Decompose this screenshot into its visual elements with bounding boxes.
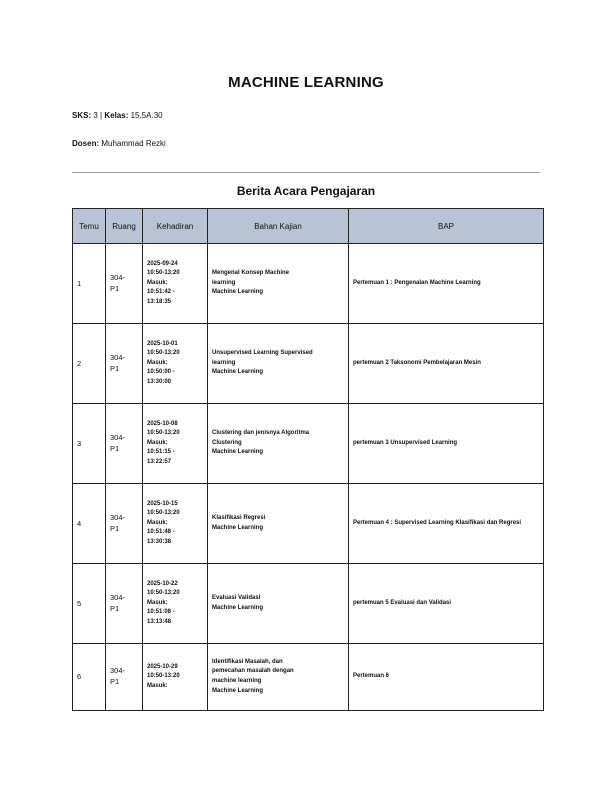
cell-bahan-kajian: Identifikasi Masalah, dan pemecahan masalah dengan machine learning Machine Learning [208,644,349,711]
header-bahan-kajian: Bahan Kajian [208,209,349,244]
cell-bap: pertemuan 3 Unsupervised Learning [349,404,544,484]
cell-kehadiran: 2025-10-08 10:50-13:20 Masuk: 10:51:15 - 13:22:57 [143,404,208,484]
cell-temu: 6 [73,644,106,711]
cell-bap: Pertemuan 4 : Supervised Learning Klasifikasi dan Regresi [349,484,544,564]
divider [72,172,540,173]
cell-bap: pertemuan 5 Evaluasi dan Validasi [349,564,544,644]
kelas-value: 15.5A.30 [130,111,163,120]
cell-bahan-kajian: Clustering dan jenisnya Algoritma Clustering Machine Learning [208,404,349,484]
cell-kehadiran: 2025-10-01 10:50-13:20 Masuk: 10:50:00 - 13:30:00 [143,324,208,404]
cell-kehadiran: 2025-10-15 10:50-13:20 Masuk: 10:51:48 - 13:30:38 [143,484,208,564]
table-row [73,564,544,644]
cell-bahan-kajian: Mengenal Konsep Machine learning Machine Learning [208,244,349,324]
cell-bahan-kajian: Evaluasi Validasi Machine Learning [208,564,349,644]
cell-ruang: 304- P1 [106,484,143,564]
table-row [73,404,544,484]
cell-bahan-kajian: Unsupervised Learning Supervised learning Machine Learning [208,324,349,404]
cell-temu: 3 [73,404,106,484]
course-info-line [72,111,163,120]
cell-kehadiran: 2025-10-22 10:50-13:20 Masuk: 10:51:08 - 13:13:48 [143,564,208,644]
cell-ruang: 304- P1 [106,644,143,711]
cell-ruang: 304- P1 [106,244,143,324]
table-row [73,644,544,711]
table-row [73,484,544,564]
sks-value: 3 | [93,111,105,120]
header-kehadiran: Kehadiran [143,209,208,244]
cell-bap: Pertemuan 1 : Pengenalan Machine Learning [349,244,544,324]
cell-kehadiran: 2025-10-29 10:50-13:20 Masuk: [143,644,208,711]
cell-temu: 1 [73,244,106,324]
cell-temu: 4 [73,484,106,564]
cell-bap: pertemuan 2 Taksonomi Pembelajaran Mesin [349,324,544,404]
header-temu: Temu [73,209,106,244]
cell-bahan-kajian: Klasifikasi Regresi Machine Learning [208,484,349,564]
header-bap: BAP [349,209,544,244]
section-title: Berita Acara Pengajaran [236,184,376,198]
table-row [73,244,544,324]
document-title: MACHINE LEARNING [228,74,384,91]
kelas-label: Kelas: [104,111,129,120]
dosen-label: Dosen: [72,139,100,148]
lecturer-line [72,139,166,148]
cell-temu: 5 [73,564,106,644]
header-ruang: Ruang [106,209,143,244]
cell-ruang: 304- P1 [106,324,143,404]
sks-label: SKS: [72,111,92,120]
cell-ruang: 304- P1 [106,564,143,644]
cell-bap: Pertemuan 6 [349,644,544,711]
table-row [73,324,544,404]
cell-kehadiran: 2025-09-24 10:50-13:20 Masuk: 10:51:42 - 13:18:35 [143,244,208,324]
cell-temu: 2 [73,324,106,404]
table-header-row [73,209,544,244]
cell-ruang: 304- P1 [106,404,143,484]
dosen-value: Muhammad Rezki [101,139,166,148]
bap-table [72,208,544,711]
